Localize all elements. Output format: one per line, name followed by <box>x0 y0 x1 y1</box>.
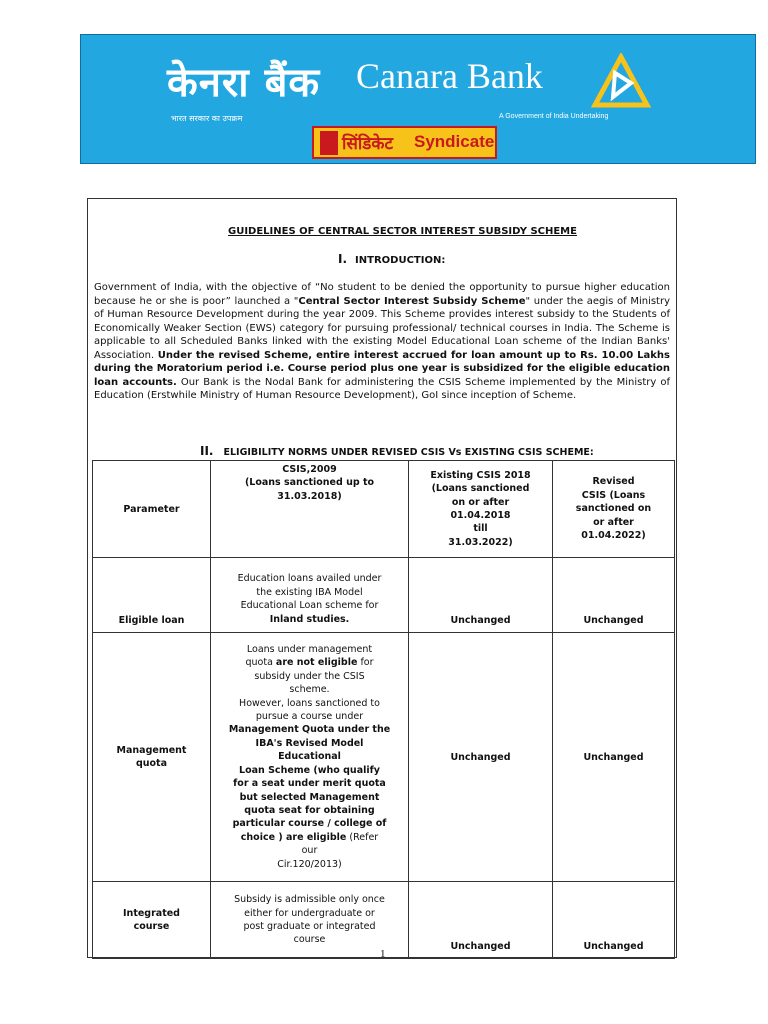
section-2-label: ELIGIBILITY NORMS UNDER REVISED CSIS Vs EXISTING CSIS SCHEME: <box>223 447 594 458</box>
table-row <box>93 633 675 882</box>
canara-logo-icon <box>591 53 651 109</box>
cell-line: Management <box>116 744 187 756</box>
row-integrated-course-desc <box>211 882 409 959</box>
header-revised-line: sanctioned on <box>575 503 652 515</box>
cell-line: Loans under management <box>246 644 373 656</box>
document-heading: GUIDELINES OF CENTRAL SECTOR INTEREST SUBSIDY SCHEME <box>228 226 577 237</box>
header-revised-line: Revised <box>592 476 635 488</box>
cell-bold: are not eligible <box>275 657 358 669</box>
intro-bold-1: Central Sector Interest Subsidy Scheme <box>298 295 526 307</box>
intro-bold-2: Under the revised Scheme, entire interest accrued for loan amount up to Rs. 10.00 Lakhs during the Moratorium period i.e. Course period plus one year is subsidized for the eligible education loan accounts. <box>94 349 670 388</box>
header-existing-line: on or after <box>451 496 510 508</box>
canara-hindi-tagline: भारत सरकार का उपक्रम <box>171 114 243 123</box>
cell-text: quota <box>245 657 276 669</box>
table-header-row <box>93 461 675 558</box>
header-csis-2009-line: (Loans sanctioned up to <box>244 477 375 489</box>
cell-line: However, loans sanctioned to <box>239 697 380 709</box>
cell-line: course <box>133 921 170 932</box>
canara-hindi-name: केनरा बैंक <box>167 60 321 106</box>
intro-text-3: Our Bank is the Nodal Bank for administering the CSIS Scheme implemented by the Ministry of Education (Erstwhile Ministry of Human Resource Development), GoI since inception of Scheme. <box>94 376 671 401</box>
section-2-title <box>200 444 594 458</box>
row-eligible-loan-revised: Unchanged <box>553 558 675 633</box>
cell-line: Cir.120/2013) <box>277 858 342 870</box>
eligibility-table <box>92 460 675 959</box>
section-1-title <box>338 252 445 266</box>
header-csis-2009-line: CSIS,2009 <box>282 464 337 475</box>
header-existing-line: (Loans sanctioned <box>431 483 530 495</box>
header-revised-line: CSIS (Loans <box>581 489 646 501</box>
intro-text-2: " under the aegis of Ministry of Human Resource Development during the year 2009. This Scheme provides interest subsidy to the Students of Economically Weaker Section (EWS) category for pursuing professional/ technical courses in India. The Scheme is applicable to all Scheduled Banks linked with the existing Model Educational Loan scheme of the Indian Banks' Association. <box>94 295 671 361</box>
header-csis-2009-line: 31.03.2018) <box>277 490 342 502</box>
cell-line: Management Quota under the <box>228 724 391 736</box>
cell-line: Inland studies. <box>269 613 350 625</box>
cell-line <box>215 656 404 669</box>
row-integrated-course-param <box>93 882 211 959</box>
cell-line: course <box>293 934 326 946</box>
row-eligible-loan-param: Eligible loan <box>93 558 211 633</box>
syndicate-english-name: Syndicate <box>414 132 495 151</box>
header-existing-line: Existing CSIS 2018 <box>430 469 531 481</box>
cell-line: Subsidy is admissible only once <box>234 894 385 906</box>
section-1-number: I. <box>338 252 348 266</box>
cell-line: scheme. <box>289 684 330 696</box>
section-1-label: INTRODUCTION: <box>355 255 446 266</box>
row-eligible-loan-desc <box>211 558 409 633</box>
cell-line: for a seat under merit quota <box>233 778 386 790</box>
cell-line: Educational Loan scheme for <box>240 600 379 612</box>
cell-text: (Refer <box>346 831 379 843</box>
row-integrated-course-existing: Unchanged <box>409 882 553 959</box>
header-existing-csis-2018 <box>409 461 553 558</box>
cell-line: quota seat for obtaining <box>244 804 375 816</box>
page-number: 1 <box>380 948 386 960</box>
canara-english-name: Canara Bank <box>356 56 543 96</box>
cell-line: either for undergraduate or <box>244 907 375 919</box>
cell-bold: choice ) are eligible <box>240 831 347 843</box>
header-existing-line: 31.03.2022) <box>448 536 513 548</box>
row-management-quota-revised: Unchanged <box>553 633 675 882</box>
cell-line: our <box>301 845 318 857</box>
syndicate-emblem-icon <box>320 131 338 155</box>
canara-english-tagline: A Government of India Undertaking <box>499 113 609 120</box>
header-existing-line: till <box>473 523 488 535</box>
cell-text: for <box>357 657 374 669</box>
cell-line: pursue a course under <box>255 711 364 723</box>
syndicate-hindi-name: सिंडिकेट <box>342 134 394 154</box>
cell-line: but selected Management <box>239 791 380 803</box>
cell-line: particular course / college of <box>232 818 387 830</box>
bank-logo-banner <box>80 34 756 164</box>
header-existing-line: 01.04.2018 <box>450 510 511 521</box>
header-revised-csis <box>553 461 675 558</box>
row-integrated-course-revised: Unchanged <box>553 882 675 959</box>
row-eligible-loan-existing: Unchanged <box>409 558 553 633</box>
header-parameter: Parameter <box>93 461 211 558</box>
cell-line: Education loans availed under <box>237 573 382 585</box>
row-management-quota-existing: Unchanged <box>409 633 553 882</box>
cell-line: Educational <box>278 751 341 763</box>
row-management-quota-param <box>93 633 211 882</box>
table-row <box>93 882 675 959</box>
header-csis-2009 <box>211 461 409 558</box>
header-revised-line: 01.04.2022) <box>581 530 646 542</box>
cell-line: quota <box>135 758 168 769</box>
header-revised-line: or after <box>593 516 634 528</box>
cell-line <box>215 831 404 844</box>
cell-line: the existing IBA Model <box>256 586 363 598</box>
cell-line: IBA's Revised Model <box>255 737 364 749</box>
syndicate-logo <box>312 126 497 159</box>
cell-line: Loan Scheme (who qualify <box>239 764 380 776</box>
cell-line: Integrated <box>123 907 180 919</box>
table-row <box>93 558 675 633</box>
row-management-quota-desc <box>211 633 409 882</box>
cell-line: subsidy under the CSIS <box>254 670 365 682</box>
cell-line: post graduate or integrated <box>243 921 376 932</box>
section-2-number: II. <box>200 444 214 458</box>
introduction-paragraph <box>94 281 670 403</box>
intro-text-1: Government of India, with the objective of “No student to be denied the opportunity to pursue higher education because he or she is poor” launched a " <box>94 282 670 307</box>
